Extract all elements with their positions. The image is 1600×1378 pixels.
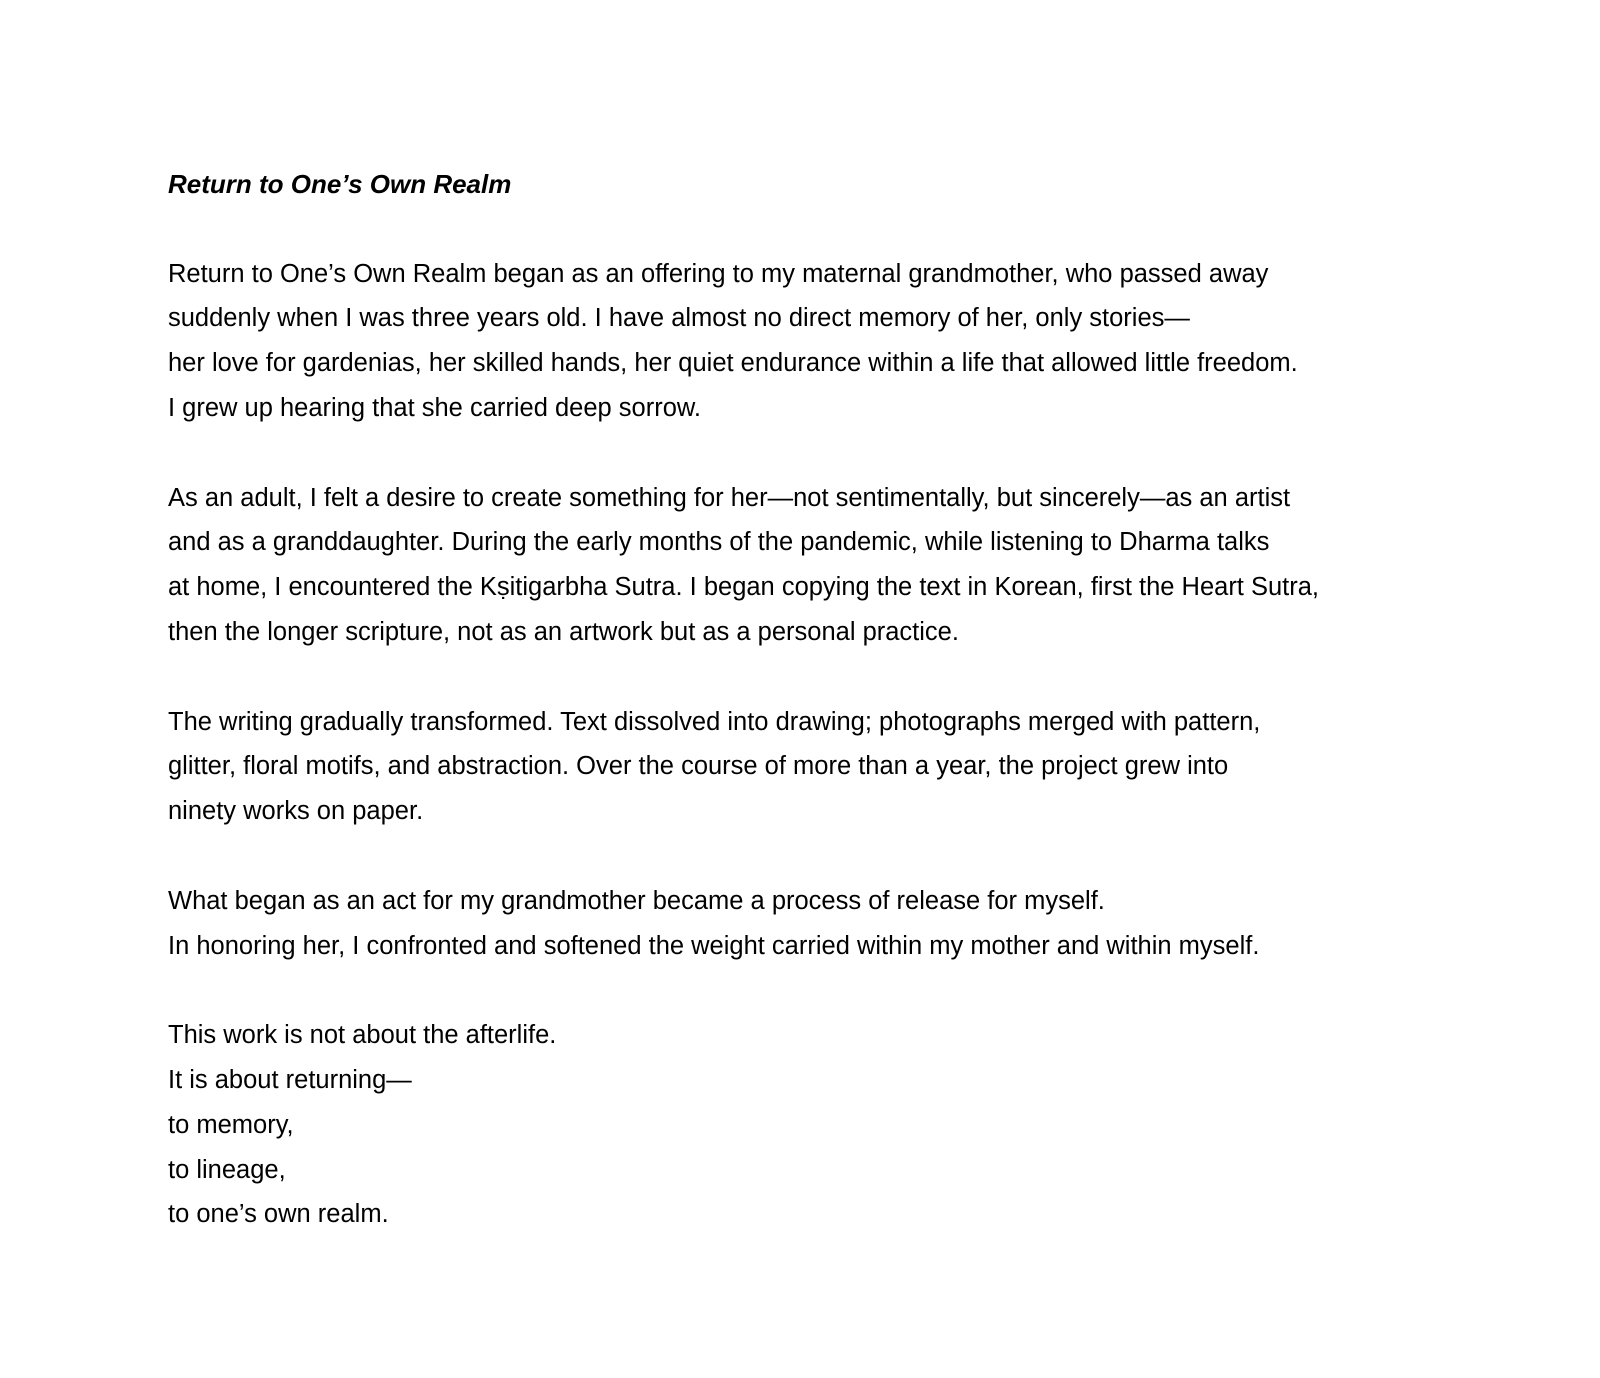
- text-line: As an adult, I felt a desire to create something for her—not sentimentally, but sincerely—as an artist: [168, 483, 1291, 512]
- text-line: her love for gardenias, her skilled hands, her quiet endurance within a life that allowed little freedom.: [168, 349, 1298, 378]
- text-line: and as a granddaughter. During the early months of the pandemic, while listening to Dharma talks: [168, 528, 1270, 557]
- paragraph-3: [168, 700, 1458, 834]
- text-line: What began as an act for my grandmother became a process of release for myself.: [168, 886, 1105, 915]
- paragraph-5: [168, 1013, 1458, 1237]
- text-line: I grew up hearing that she carried deep sorrow.: [168, 393, 701, 422]
- paragraph-spacer: [168, 207, 1458, 252]
- text-line: In honoring her, I confronted and softened the weight carried within my mother and within myself.: [168, 931, 1260, 960]
- paragraph-2: [168, 476, 1458, 655]
- text-line: This work is not about the afterlife.: [168, 1021, 557, 1050]
- text-line: The writing gradually transformed. Text dissolved into drawing; photographs merged with pattern,: [168, 707, 1261, 736]
- document-body: [168, 162, 1458, 1237]
- paragraph-spacer: [168, 431, 1458, 476]
- text-line: to lineage,: [168, 1155, 286, 1184]
- text-line: to memory,: [168, 1110, 294, 1139]
- text-line: Return to One’s Own Realm began as an offering to my maternal grandmother, who passed away: [168, 259, 1269, 288]
- text-line: to one’s own realm.: [168, 1200, 389, 1229]
- paragraph-spacer: [168, 968, 1458, 1013]
- paragraph-spacer: [168, 655, 1458, 700]
- paragraph-4: [168, 879, 1458, 969]
- paragraph-spacer: [168, 834, 1458, 879]
- text-line: It is about returning—: [168, 1065, 412, 1094]
- text-line: ninety works on paper.: [168, 797, 424, 826]
- paragraph-1: [168, 252, 1458, 431]
- text-line: suddenly when I was three years old. I have almost no direct memory of her, only stories—: [168, 304, 1190, 333]
- text-line: then the longer scripture, not as an artwork but as a personal practice.: [168, 617, 959, 646]
- text-line: at home, I encountered the Kṣitigarbha Sutra. I began copying the text in Korean, first the Heart Sutra,: [168, 573, 1320, 602]
- document-title: Return to One’s Own Realm: [168, 169, 512, 199]
- text-line: glitter, floral motifs, and abstraction. Over the course of more than a year, the project grew into: [168, 752, 1229, 781]
